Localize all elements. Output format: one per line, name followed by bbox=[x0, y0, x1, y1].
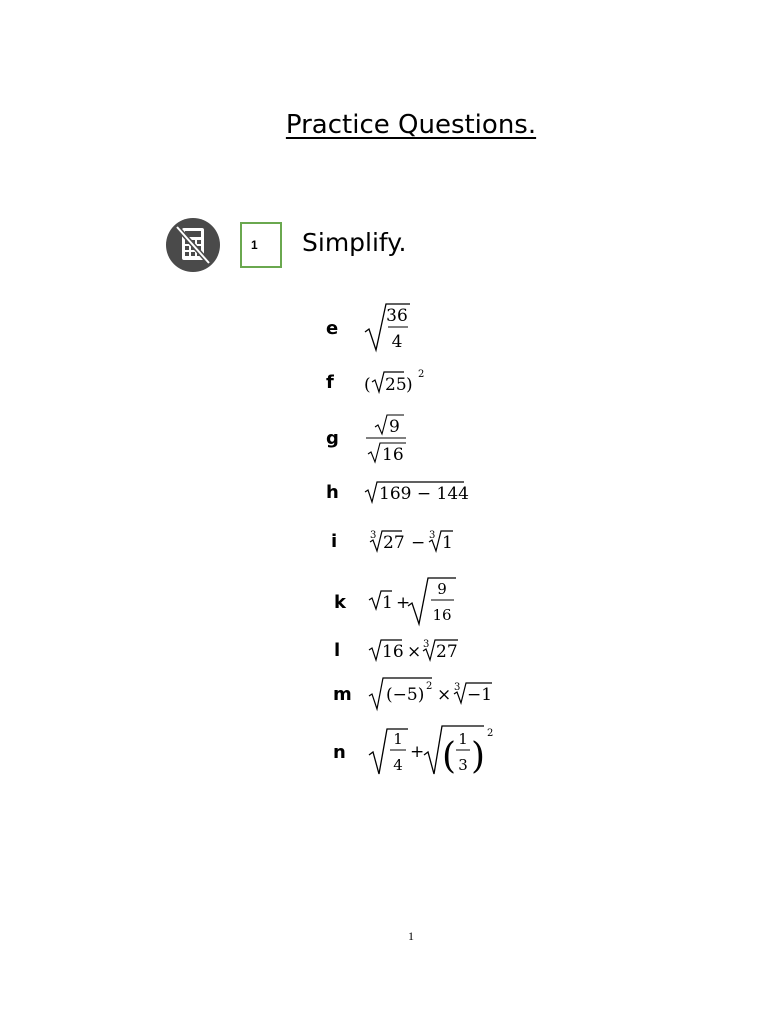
svg-text:1: 1 bbox=[458, 730, 468, 748]
svg-text:3: 3 bbox=[370, 530, 377, 541]
no-calculator-icon bbox=[165, 217, 221, 273]
svg-text:25: 25 bbox=[385, 375, 407, 395]
svg-text:(: ( bbox=[364, 375, 371, 395]
part-label-l: l bbox=[334, 640, 341, 661]
svg-text:3: 3 bbox=[454, 682, 461, 693]
svg-text:1: 1 bbox=[393, 730, 403, 748]
svg-text:−1: −1 bbox=[467, 685, 493, 705]
question-number-box bbox=[240, 222, 282, 268]
svg-text:): ) bbox=[406, 375, 413, 395]
svg-text:1: 1 bbox=[382, 593, 393, 613]
svg-text:16: 16 bbox=[382, 445, 404, 465]
part-label-i: i bbox=[331, 531, 338, 552]
svg-text:16: 16 bbox=[432, 606, 452, 624]
page-number: 1 bbox=[408, 929, 414, 943]
svg-text:4: 4 bbox=[391, 332, 403, 352]
svg-text:(: ( bbox=[442, 736, 457, 777]
part-label-g: g bbox=[326, 428, 339, 449]
expression-k bbox=[368, 576, 468, 633]
svg-text:3: 3 bbox=[429, 530, 436, 541]
part-label-e: e bbox=[326, 318, 339, 339]
expression-l bbox=[368, 636, 468, 671]
part-label-f: f bbox=[326, 372, 334, 393]
svg-text:): ) bbox=[471, 736, 486, 777]
expression-f bbox=[362, 364, 442, 405]
svg-text:4: 4 bbox=[393, 756, 403, 774]
svg-text:2: 2 bbox=[418, 369, 425, 380]
expression-h bbox=[364, 478, 474, 513]
expression-g bbox=[364, 410, 424, 471]
svg-text:(−5): (−5) bbox=[386, 685, 425, 705]
svg-text:+: + bbox=[396, 593, 411, 613]
svg-text:−: − bbox=[411, 533, 426, 553]
svg-text:3: 3 bbox=[458, 756, 468, 774]
svg-text:×: × bbox=[437, 685, 452, 705]
expression-i bbox=[368, 526, 468, 561]
expression-n bbox=[368, 722, 498, 785]
svg-text:2: 2 bbox=[426, 681, 433, 692]
svg-text:16: 16 bbox=[382, 642, 404, 662]
part-label-m: m bbox=[333, 684, 352, 705]
svg-text:1: 1 bbox=[442, 533, 453, 553]
part-label-k: k bbox=[334, 592, 346, 613]
page-title: Practice Questions. bbox=[285, 110, 537, 140]
svg-text:2: 2 bbox=[487, 728, 494, 739]
question-number: 1 bbox=[251, 238, 258, 252]
svg-text:×: × bbox=[407, 642, 422, 662]
part-label-h: h bbox=[326, 482, 339, 503]
question-instruction: Simplify. bbox=[302, 228, 407, 257]
svg-text:36: 36 bbox=[386, 306, 408, 326]
svg-text:9: 9 bbox=[437, 580, 447, 598]
svg-text:27: 27 bbox=[383, 533, 405, 553]
svg-text:9: 9 bbox=[389, 417, 400, 437]
expression-m bbox=[368, 674, 498, 719]
svg-text:27: 27 bbox=[436, 642, 458, 662]
svg-text:3: 3 bbox=[423, 639, 430, 650]
part-label-n: n bbox=[333, 742, 346, 763]
expression-e bbox=[364, 302, 424, 359]
svg-text:+: + bbox=[410, 742, 425, 762]
svg-text:169 − 144: 169 − 144 bbox=[379, 484, 469, 504]
